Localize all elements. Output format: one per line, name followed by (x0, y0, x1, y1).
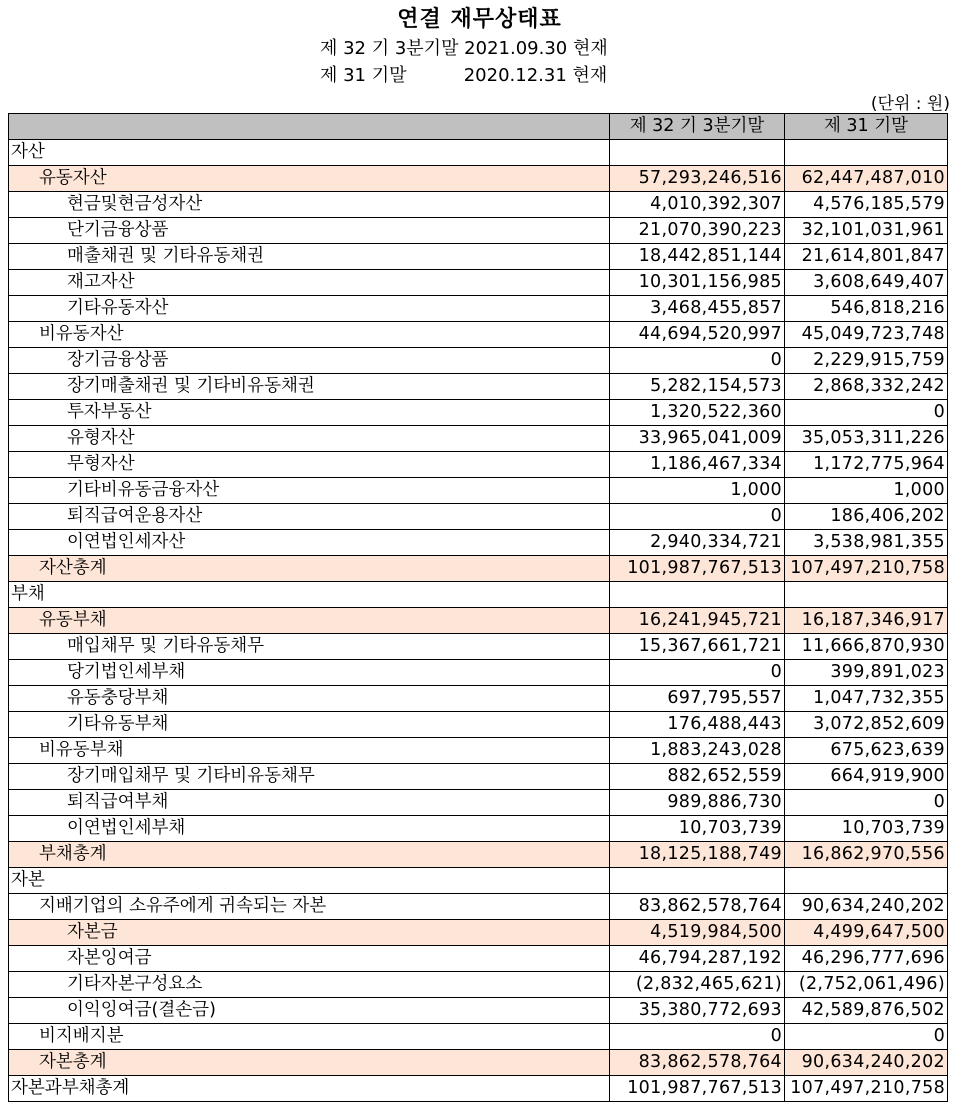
current-period-value: 44,694,520,997 (610, 322, 785, 348)
current-period-value: 57,293,246,516 (610, 166, 785, 192)
prior-period-value: 0 (785, 790, 948, 816)
table-row (9, 426, 948, 452)
account-label: 부채 (9, 582, 610, 608)
prior-period-value: 4,499,647,500 (785, 920, 948, 946)
prior-period-value: 0 (785, 400, 948, 426)
table-row (9, 738, 948, 764)
current-period-value: 176,488,443 (610, 712, 785, 738)
account-label: 단기금융상품 (9, 218, 610, 244)
current-period-value (610, 868, 785, 894)
table-row (9, 322, 948, 348)
account-label: 기타자본구성요소 (9, 972, 610, 998)
current-period-value: 35,380,772,693 (610, 998, 785, 1024)
prior-period-value: 664,919,900 (785, 764, 948, 790)
current-period-value: 1,883,243,028 (610, 738, 785, 764)
current-period-value: 16,241,945,721 (610, 608, 785, 634)
table-row (9, 608, 948, 634)
prior-period-value: 11,666,870,930 (785, 634, 948, 660)
table-row (9, 530, 948, 556)
table-row (9, 218, 948, 244)
table-row (9, 1050, 948, 1076)
account-label: 기타유동자산 (9, 296, 610, 322)
header-account (9, 114, 610, 140)
account-label: 비지배지분 (9, 1024, 610, 1050)
account-label: 매출채권 및 기타유동채권 (9, 244, 610, 270)
current-period-value: 21,070,390,223 (610, 218, 785, 244)
account-label: 유동충당부채 (9, 686, 610, 712)
prior-period-value: 1,047,732,355 (785, 686, 948, 712)
table-row (9, 894, 948, 920)
current-period-value (610, 140, 785, 166)
account-label: 기타비유동금융자산 (9, 478, 610, 504)
account-label: 부채총계 (9, 842, 610, 868)
table-row (9, 244, 948, 270)
current-period-value: 101,987,767,513 (610, 1076, 785, 1102)
account-label: 비유동자산 (9, 322, 610, 348)
header-prior-period: 제 31 기말 (785, 114, 948, 140)
account-label: 이연법인세부채 (9, 816, 610, 842)
prior-period-value: 0 (785, 1024, 948, 1050)
current-period-value: 33,965,041,009 (610, 426, 785, 452)
current-period-value: 18,125,188,749 (610, 842, 785, 868)
table-row (9, 660, 948, 686)
prior-period-value (785, 140, 948, 166)
current-period-value: 0 (610, 504, 785, 530)
unit-label: (단위 : 원) (870, 94, 950, 114)
current-period-value: 3,468,455,857 (610, 296, 785, 322)
table-row (9, 478, 948, 504)
account-label: 유동부채 (9, 608, 610, 634)
prior-period-value (785, 868, 948, 894)
prior-period-value: 107,497,210,758 (785, 556, 948, 582)
prior-period-value: 546,818,216 (785, 296, 948, 322)
table-row (9, 582, 948, 608)
account-label: 매입채무 및 기타유동채무 (9, 634, 610, 660)
current-period-value: 882,652,559 (610, 764, 785, 790)
current-period-value: 1,000 (610, 478, 785, 504)
current-period-value: 1,186,467,334 (610, 452, 785, 478)
current-period-value: 10,703,739 (610, 816, 785, 842)
current-period-value: 4,010,392,307 (610, 192, 785, 218)
table-row (9, 166, 948, 192)
table-row (9, 712, 948, 738)
prior-period-value: 16,187,346,917 (785, 608, 948, 634)
prior-period-value: 2,229,915,759 (785, 348, 948, 374)
table-row (9, 868, 948, 894)
current-period-value: 0 (610, 660, 785, 686)
table-row (9, 998, 948, 1024)
prior-period-value: 3,608,649,407 (785, 270, 948, 296)
table-row (9, 634, 948, 660)
account-label: 투자부동산 (9, 400, 610, 426)
current-period-value: (2,832,465,621) (610, 972, 785, 998)
account-label: 자본잉여금 (9, 946, 610, 972)
balance-sheet-table (8, 113, 948, 1102)
prior-period-value: 46,296,777,696 (785, 946, 948, 972)
prior-period-value: 186,406,202 (785, 504, 948, 530)
current-period-value: 697,795,557 (610, 686, 785, 712)
table-row (9, 946, 948, 972)
current-period-value: 15,367,661,721 (610, 634, 785, 660)
account-label: 이연법인세자산 (9, 530, 610, 556)
account-label: 재고자산 (9, 270, 610, 296)
table-row (9, 920, 948, 946)
account-label: 지배기업의 소유주에게 귀속되는 자본 (9, 894, 610, 920)
current-period-value: 83,862,578,764 (610, 894, 785, 920)
table-row (9, 816, 948, 842)
table-row (9, 504, 948, 530)
account-label: 비유동부채 (9, 738, 610, 764)
current-period-value: 18,442,851,144 (610, 244, 785, 270)
account-label: 자본금 (9, 920, 610, 946)
prior-period-value: 399,891,023 (785, 660, 948, 686)
table-row (9, 764, 948, 790)
current-period-value: 0 (610, 1024, 785, 1050)
prior-period-value: 107,497,210,758 (785, 1076, 948, 1102)
prior-period-value: 4,576,185,579 (785, 192, 948, 218)
prior-period-value: 32,101,031,961 (785, 218, 948, 244)
account-label: 장기매입채무 및 기타비유동채무 (9, 764, 610, 790)
statement-title: 연결 재무상태표 (397, 7, 562, 32)
table-row (9, 270, 948, 296)
table-row (9, 140, 948, 166)
account-label: 자본 (9, 868, 610, 894)
account-label: 당기법인세부채 (9, 660, 610, 686)
current-period-value: 4,519,984,500 (610, 920, 785, 946)
table-row (9, 1076, 948, 1102)
period-prior: 제 31 기말 2020.12.31 현재 (320, 65, 608, 86)
table-row (9, 348, 948, 374)
prior-period-value: 42,589,876,502 (785, 998, 948, 1024)
table-row (9, 400, 948, 426)
prior-period-value: 90,634,240,202 (785, 1050, 948, 1076)
table-row (9, 686, 948, 712)
prior-period-value: 2,868,332,242 (785, 374, 948, 400)
account-label: 무형자산 (9, 452, 610, 478)
prior-period-value: 62,447,487,010 (785, 166, 948, 192)
current-period-value: 46,794,287,192 (610, 946, 785, 972)
prior-period-value (785, 582, 948, 608)
account-label: 퇴직급여운용자산 (9, 504, 610, 530)
current-period-value: 989,886,730 (610, 790, 785, 816)
account-label: 현금및현금성자산 (9, 192, 610, 218)
header-current-period: 제 32 기 3분기말 (610, 114, 785, 140)
prior-period-value: 675,623,639 (785, 738, 948, 764)
prior-period-value: 3,072,852,609 (785, 712, 948, 738)
account-label: 장기매출채권 및 기타비유동채권 (9, 374, 610, 400)
prior-period-value: 35,053,311,226 (785, 426, 948, 452)
current-period-value (610, 582, 785, 608)
table-row (9, 374, 948, 400)
table-row (9, 790, 948, 816)
prior-period-value: 1,000 (785, 478, 948, 504)
period-current: 제 32 기 3분기말 2021.09.30 현재 (320, 38, 608, 59)
table-row (9, 842, 948, 868)
current-period-value: 2,940,334,721 (610, 530, 785, 556)
prior-period-value: 1,172,775,964 (785, 452, 948, 478)
account-label: 유동자산 (9, 166, 610, 192)
prior-period-value: 21,614,801,847 (785, 244, 948, 270)
table-row (9, 1024, 948, 1050)
current-period-value: 1,320,522,360 (610, 400, 785, 426)
account-label: 기타유동부채 (9, 712, 610, 738)
table-row (9, 296, 948, 322)
account-label: 이익잉여금(결손금) (9, 998, 610, 1024)
account-label: 자산총계 (9, 556, 610, 582)
table-row (9, 192, 948, 218)
current-period-value: 0 (610, 348, 785, 374)
header-row (9, 114, 948, 140)
prior-period-value: 16,862,970,556 (785, 842, 948, 868)
current-period-value: 5,282,154,573 (610, 374, 785, 400)
table-row (9, 452, 948, 478)
account-label: 자본총계 (9, 1050, 610, 1076)
current-period-value: 101,987,767,513 (610, 556, 785, 582)
current-period-value: 83,862,578,764 (610, 1050, 785, 1076)
account-label: 퇴직급여부채 (9, 790, 610, 816)
account-label: 장기금융상품 (9, 348, 610, 374)
prior-period-value: 10,703,739 (785, 816, 948, 842)
current-period-value: 10,301,156,985 (610, 270, 785, 296)
prior-period-value: (2,752,061,496) (785, 972, 948, 998)
prior-period-value: 3,538,981,355 (785, 530, 948, 556)
account-label: 자산 (9, 140, 610, 166)
table-row (9, 972, 948, 998)
table-row (9, 556, 948, 582)
account-label: 자본과부채총계 (9, 1076, 610, 1102)
prior-period-value: 45,049,723,748 (785, 322, 948, 348)
account-label: 유형자산 (9, 426, 610, 452)
prior-period-value: 90,634,240,202 (785, 894, 948, 920)
